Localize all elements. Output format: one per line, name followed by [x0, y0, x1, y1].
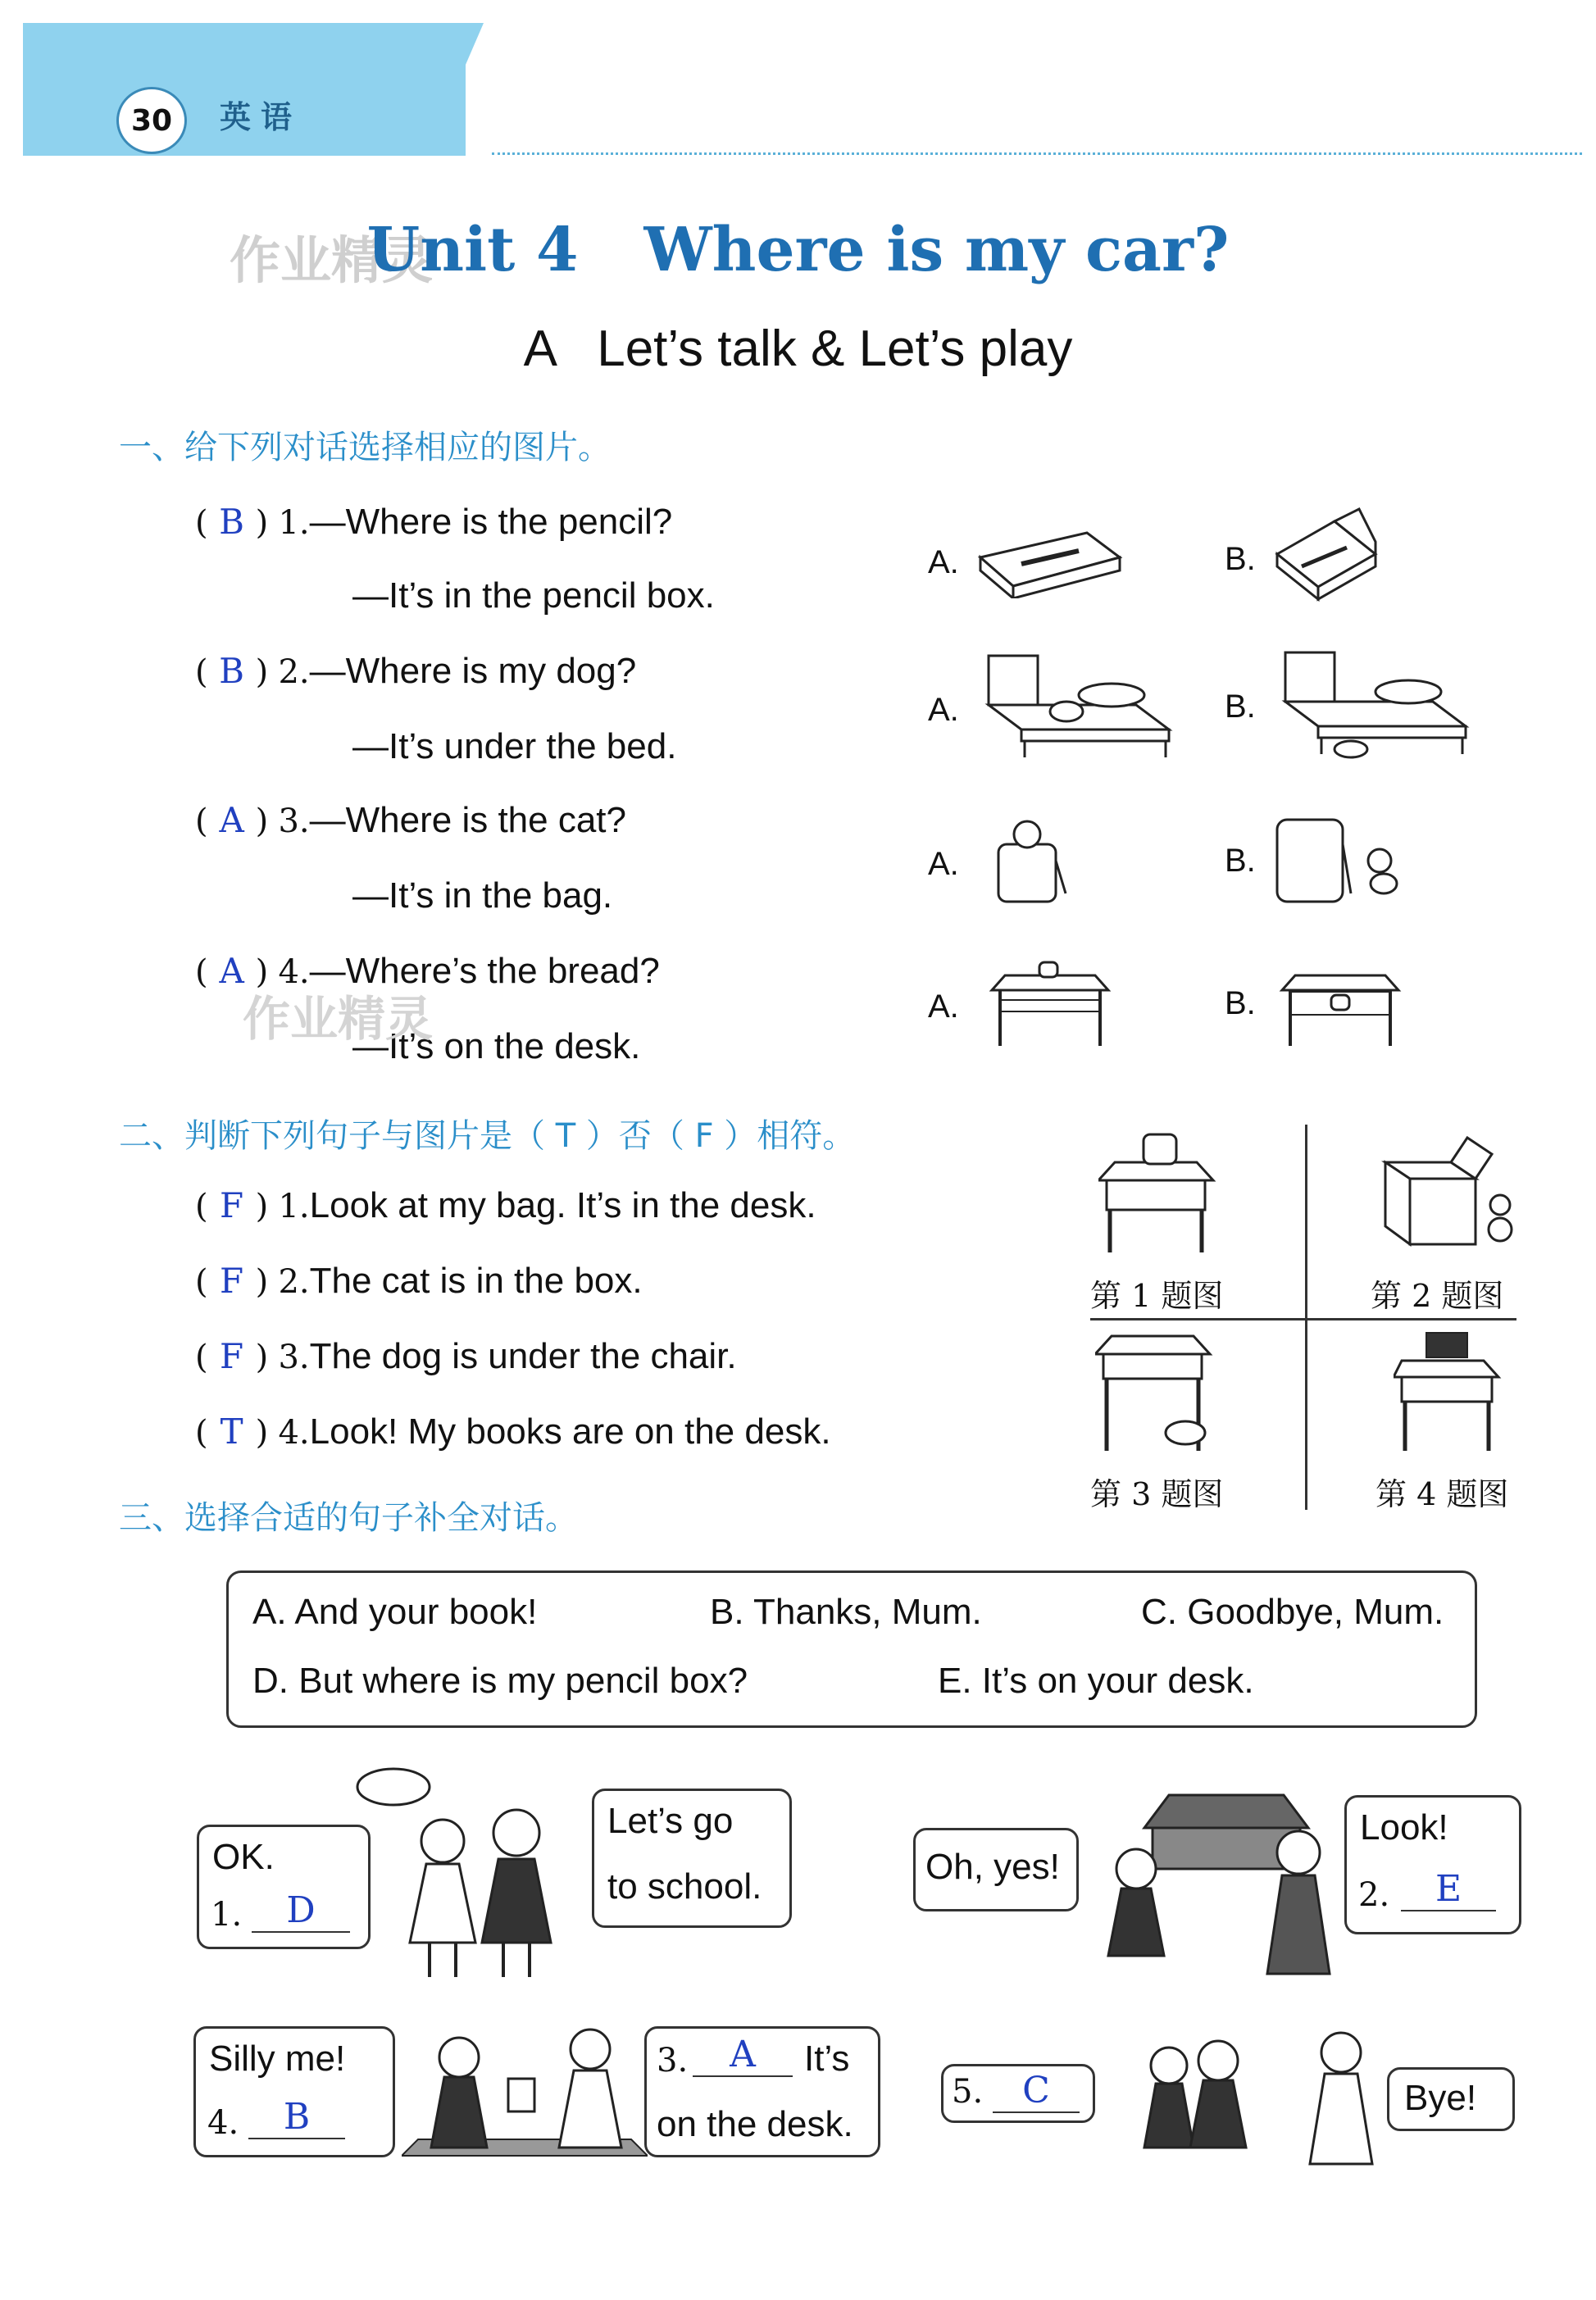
s2-q3-answer: F — [220, 1336, 244, 1376]
s2-q1-answer: F — [220, 1185, 244, 1225]
header-band-slant — [426, 23, 484, 156]
s2-q1-num: 1. — [278, 1188, 310, 1225]
scene1-blank-answer: D — [252, 1889, 350, 1933]
section1-heading: 一、给下列对话选择相应的图片。 — [119, 429, 611, 466]
s1-q1-num: 1. — [278, 504, 310, 542]
cat-beside-bag-icon — [1269, 811, 1416, 910]
s2-q4-answer: T — [220, 1411, 243, 1452]
s2-q2-text: The cat is in the box. — [309, 1261, 643, 1301]
scene1-left-text: OK. — [212, 1837, 275, 1877]
s1-q2-question: ( B ) 2.—Where is my dog? — [195, 651, 637, 691]
s1-q3-reply: —It’s in the bag. — [352, 875, 613, 916]
s1-q1-option-a-label: A. — [928, 544, 959, 580]
option-d: D. But where is my pencil box? — [252, 1661, 748, 1701]
option-c: C. Goodbye, Mum. — [1141, 1592, 1444, 1632]
s1-q4-option-a-label: A. — [928, 989, 959, 1025]
scene1-right-bubble — [592, 1789, 792, 1928]
s2-q4: ( T ) 4.Look! My books are on the desk. — [195, 1411, 831, 1452]
lesson-subtitle: A Let’s talk & Let’s play — [523, 320, 1073, 377]
s1-q1-reply: —It’s in the pencil box. — [352, 575, 715, 616]
s2-caption-4: 第 4 题图 — [1375, 1476, 1509, 1512]
s1-q3-question: ( A ) 3.—Where is the cat? — [195, 800, 626, 840]
page-number: 30 — [116, 87, 187, 154]
mum-and-girl-at-desk-icon — [1095, 1787, 1341, 1984]
watermark: 作业精灵 — [243, 991, 434, 1047]
s2-q2: ( F ) 2.The cat is in the box. — [195, 1261, 643, 1301]
s1-q4-text: —Where’s the bread? — [309, 951, 660, 991]
option-b: B. Thanks, Mum. — [710, 1592, 982, 1632]
s1-q4-option-b-label: B. — [1225, 985, 1256, 1021]
scene4-right-text: Bye! — [1404, 2078, 1477, 2118]
girls-with-pencil-box-icon — [344, 1762, 574, 1984]
scene4-blank-answer: C — [993, 2070, 1080, 2113]
scene3-right-blank-num: 3. — [657, 2042, 689, 2080]
s2-q1: ( F ) 1.Look at my bag. It’s in the desk. — [195, 1185, 816, 1225]
option-a: A. And your book! — [252, 1592, 538, 1632]
s2-q3-text: The dog is under the chair. — [309, 1336, 737, 1376]
s2-caption-2: 第 2 题图 — [1371, 1278, 1504, 1314]
scene3-right-blank-answer: A — [693, 2034, 793, 2077]
scene1-blank-num: 1. — [211, 1896, 243, 1934]
section2-heading: 二、判断下列句子与图片是（ T ）否（ F ）相符。 — [119, 1117, 856, 1155]
s1-q4-question: ( A ) 4.—Where’s the bread? — [195, 951, 660, 991]
scene3-left-text: Silly me! — [209, 2039, 346, 2079]
scene2-left-text: Oh, yes! — [925, 1847, 1060, 1887]
scene4-blank-num: 5. — [952, 2073, 984, 2111]
scene2-blank-num: 2. — [1358, 1876, 1390, 1914]
option-e: E. It’s on your desk. — [938, 1661, 1254, 1701]
books-on-desk-icon — [1394, 1328, 1508, 1459]
scene3-right-text-2: on the desk. — [657, 2104, 853, 2144]
unit-title — [0, 215, 1596, 285]
s2-q4-text: Look! My books are on the desk. — [309, 1411, 831, 1452]
s1-q3-option-b-label: B. — [1225, 843, 1256, 879]
s2-q1-text: Look at my bag. It’s in the desk. — [309, 1185, 816, 1225]
subject-label: 英语 — [220, 98, 302, 135]
bread-in-desk-icon — [1279, 951, 1402, 1049]
s1-q1-question: ( B ) 1.—Where is the pencil? — [195, 502, 673, 542]
s1-q3-text: —Where is the cat? — [309, 800, 626, 840]
scene3-blank-num: 4. — [207, 2104, 239, 2142]
cat-beside-box-icon — [1369, 1130, 1516, 1261]
s1-q1-text: —Where is the pencil? — [309, 502, 673, 542]
scene3-right-bubble — [644, 2026, 880, 2157]
s1-q3-option-a-label: A. — [928, 846, 959, 882]
s2-q2-num: 2. — [278, 1263, 310, 1301]
s2-caption-3: 第 3 题图 — [1090, 1476, 1224, 1512]
dog-on-bed-icon — [972, 648, 1177, 762]
scene4-left-bubble — [941, 2064, 1095, 2123]
s1-q2-answer: B — [219, 651, 245, 691]
s1-q3-answer: A — [219, 800, 244, 840]
girls-waving-to-mum-icon — [1136, 2025, 1382, 2172]
s1-q3-num: 3. — [278, 802, 310, 840]
scene1-right-text-1: Let’s go — [607, 1801, 734, 1841]
scene2-right-text: Look! — [1360, 1807, 1448, 1848]
scene1-right-text-2: to school. — [607, 1866, 762, 1907]
scene4-right-bubble — [1387, 2067, 1515, 2131]
s1-q2-text: —Where is my dog? — [309, 651, 637, 691]
s1-q2-num: 2. — [278, 653, 310, 691]
cat-in-bag-icon — [990, 811, 1072, 910]
pencil-in-closed-box-icon — [972, 516, 1125, 598]
unit-name: Where is my car? — [643, 215, 1230, 285]
s2-q2-answer: F — [220, 1261, 244, 1301]
scene2-blank-answer: E — [1401, 1868, 1496, 1911]
s1-q4-reply: —It’s on the desk. — [352, 1026, 641, 1066]
scene2-right-bubble — [1344, 1795, 1521, 1934]
pencil-in-open-box-icon — [1269, 505, 1384, 611]
dog-under-chair-icon — [1095, 1328, 1235, 1459]
s1-q1-answer: B — [219, 502, 245, 542]
bag-on-desk-icon — [1098, 1130, 1221, 1261]
picture-grid-divider-h — [1090, 1318, 1516, 1320]
scene3-blank-answer: B — [248, 2096, 345, 2139]
unit-number: Unit 4 — [366, 215, 579, 285]
bread-on-desk-icon — [989, 951, 1112, 1049]
s1-q2-option-a-label: A. — [928, 692, 959, 728]
s1-q4-num: 4. — [278, 953, 310, 991]
scene3-left-bubble — [193, 2026, 395, 2157]
scene3-right-text-1: It’s — [804, 2039, 850, 2079]
picture-grid-divider-v — [1305, 1125, 1307, 1510]
girl-and-mum-with-book-icon — [402, 2025, 648, 2164]
s1-q2-reply: —It’s under the bed. — [352, 726, 677, 766]
s2-q4-num: 4. — [278, 1414, 310, 1452]
watermark: 作业精灵 — [230, 230, 434, 290]
dog-under-bed-icon — [1269, 644, 1474, 767]
s1-q1-option-b-label: B. — [1225, 541, 1256, 577]
scene2-left-bubble — [913, 1828, 1079, 1911]
s2-q3: ( F ) 3.The dog is under the chair. — [195, 1336, 737, 1376]
section3-heading: 三、选择合适的句子补全对话。 — [119, 1499, 578, 1537]
s2-caption-1: 第 1 题图 — [1090, 1278, 1224, 1314]
s1-q2-option-b-label: B. — [1225, 689, 1256, 725]
header-dotted-rule — [492, 141, 1582, 155]
s1-q4-answer: A — [219, 951, 244, 991]
s2-q3-num: 3. — [278, 1339, 310, 1376]
